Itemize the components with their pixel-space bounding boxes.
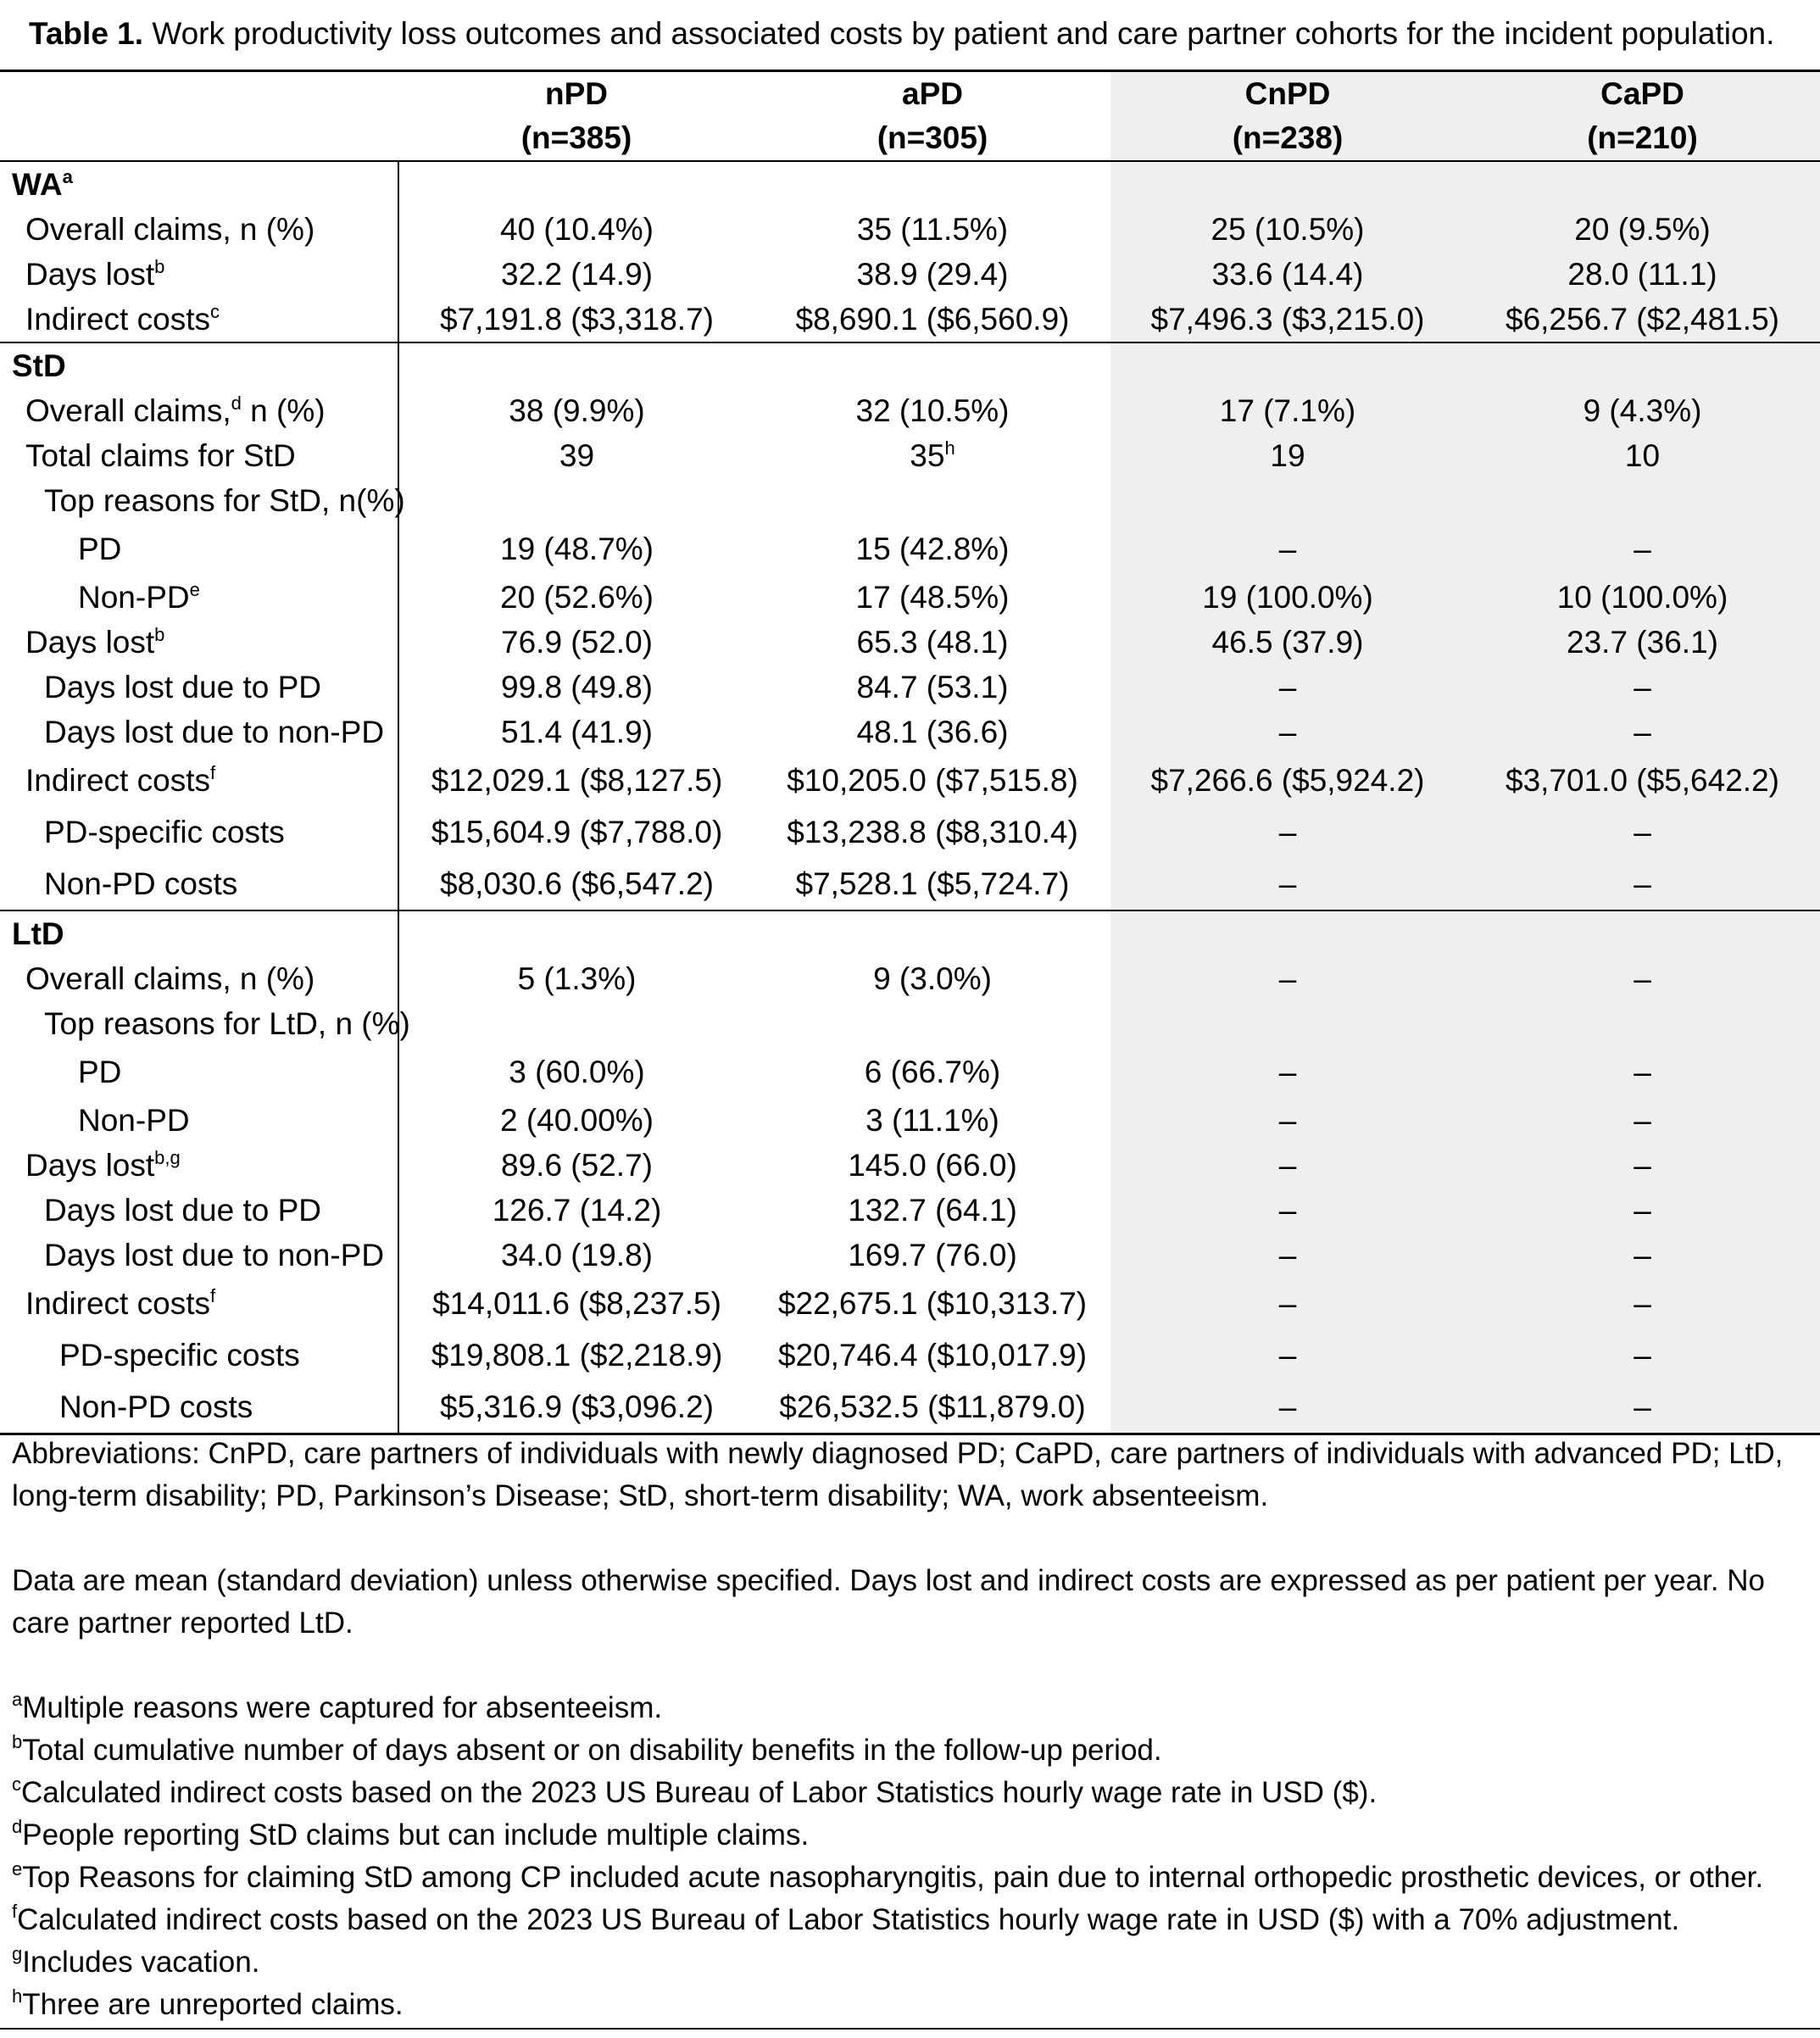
cell: $10,205.0 ($7,515.8) xyxy=(787,762,1078,798)
row-label: Indirect costs$^f$ xyxy=(0,1278,398,1329)
cell: $22,675.1 ($10,313.7) xyxy=(777,1285,1088,1321)
cell: – xyxy=(1110,1278,1465,1329)
cell: – xyxy=(1110,806,1465,858)
row-label: Non-PD xyxy=(0,1098,398,1143)
cell: $7,266.6 ($5,924.2) xyxy=(1110,755,1465,806)
row-label: PD-specific costs xyxy=(0,806,398,858)
cell: – xyxy=(1110,858,1465,910)
row-label: Days lost$^b$ xyxy=(0,620,398,665)
header-stub xyxy=(0,71,398,162)
table-row xyxy=(0,858,1820,910)
caption-label: Table 1. xyxy=(29,16,144,51)
data-note: Data are mean (standard deviation) unless otherwise specified. Days lost and indirect costs are expressed as per patient per year. No care partner reported LtD. xyxy=(12,1564,1766,1640)
table-row xyxy=(0,523,1820,575)
table-row xyxy=(0,956,1820,1001)
row-label: PD xyxy=(0,1046,398,1098)
cell xyxy=(1110,478,1465,523)
cell xyxy=(398,1001,754,1046)
cell: 34.0 (19.8) xyxy=(501,1237,653,1272)
cell: 17 (7.1%) xyxy=(1110,388,1465,433)
cell: 3 (11.1%) xyxy=(865,1102,999,1138)
abbreviations-note: Abbreviations: CnPD, care partners of individuals with newly diagnosed PD; CaPD, care partners of individuals with advanced PD; LtD, long-term disability; PD, Parkinson’s Disease; StD, short-term disability; WA, work absenteeism. xyxy=(12,1437,1784,1512)
table-caption xyxy=(29,12,1801,56)
header-row xyxy=(0,71,1820,162)
cell: – xyxy=(1465,1233,1820,1278)
cell: – xyxy=(1110,710,1465,755)
cell: 17 (48.5%) xyxy=(855,579,1010,615)
table-row xyxy=(0,1143,1820,1188)
cell: 35 (11.5%) xyxy=(856,211,1009,247)
footnote: $^a$Multiple reasons were captured for absenteeism. xyxy=(12,1689,663,1724)
row-label: Non-PD costs xyxy=(0,858,398,910)
cell: $26,532.5 ($11,879.0) xyxy=(754,1381,1110,1434)
table-row xyxy=(0,1233,1820,1278)
cell: $20,746.4 ($10,017.9) xyxy=(777,1337,1088,1373)
cell: 15 (42.8%) xyxy=(855,531,1010,566)
row-label: Non-PD costs xyxy=(0,1381,398,1434)
row-label: Overall claims,$^d$ n (%) xyxy=(0,388,398,433)
cell: – xyxy=(1465,1329,1820,1381)
footnote: $^h$Three are unreported claims. xyxy=(12,1985,404,2021)
cell: 20 (9.5%) xyxy=(1465,207,1820,252)
cell: $15,604.9 ($7,788.0) xyxy=(431,814,723,849)
cell: – xyxy=(1110,1046,1465,1098)
cell: – xyxy=(1110,1329,1465,1381)
cell: – xyxy=(1465,1046,1820,1098)
cell: 19 (100.0%) xyxy=(1110,575,1465,620)
row-label: PD-specific costs xyxy=(0,1329,398,1381)
cell: 38 (9.9%) xyxy=(509,393,645,428)
cell: 19 (48.7%) xyxy=(500,531,654,566)
section-row-ltd xyxy=(0,910,1820,956)
col-header-apd: aPD (n=305) xyxy=(754,71,1110,162)
cell: $7,496.3 ($3,215.0) xyxy=(1110,297,1465,342)
section-row-wa xyxy=(0,161,1820,207)
cell: – xyxy=(1465,956,1820,1001)
cell: – xyxy=(1465,858,1820,910)
cell: – xyxy=(1465,1143,1820,1188)
cell: 6 (66.7%) xyxy=(864,1054,1001,1089)
cell xyxy=(398,478,754,523)
cell: – xyxy=(1465,806,1820,858)
cell: 51.4 (41.9) xyxy=(501,714,653,749)
cell: – xyxy=(1465,1278,1820,1329)
cell: – xyxy=(1110,1143,1465,1188)
cell: 9 (4.3%) xyxy=(1465,388,1820,433)
cell: 38.9 (29.4) xyxy=(856,256,1009,292)
cell xyxy=(1465,1001,1820,1046)
row-label: Indirect costs$^f$ xyxy=(0,755,398,806)
cell: 132.7 (64.1) xyxy=(848,1192,1017,1228)
cell: 145.0 (66.0) xyxy=(848,1147,1017,1183)
cell: – xyxy=(1465,1098,1820,1143)
cell: 99.8 (49.8) xyxy=(501,669,653,704)
cell: $8,030.6 ($6,547.2) xyxy=(440,866,714,901)
table-row xyxy=(0,478,1820,523)
cell: 25 (10.5%) xyxy=(1110,207,1465,252)
table-row xyxy=(0,755,1820,806)
cell: – xyxy=(1110,523,1465,575)
row-label: Overall claims, n (%) xyxy=(0,207,398,252)
cell: $6,256.7 ($2,481.5) xyxy=(1465,297,1820,342)
bottom-rule xyxy=(0,2028,1820,2030)
cell: $5,316.9 ($3,096.2) xyxy=(398,1381,754,1434)
row-label: Days lost due to non-PD xyxy=(0,1233,398,1278)
footnote: $^b$Total cumulative number of days absent or on disability benefits in the follow-up period. xyxy=(12,1731,1162,1767)
table-row xyxy=(0,665,1820,710)
cell: – xyxy=(1110,1098,1465,1143)
row-label: Non-$PD^e$ xyxy=(0,575,398,620)
cell: 39 xyxy=(559,437,595,473)
col-header-cnpd: CnPD (n=238) xyxy=(1110,71,1465,162)
cell: 76.9 (52.0) xyxy=(501,624,653,660)
cell: – xyxy=(1465,523,1820,575)
cell: 169.7 (76.0) xyxy=(848,1237,1017,1272)
row-label: Top reasons for LtD, n (%) xyxy=(0,1001,398,1046)
cell: 3 (60.0%) xyxy=(509,1054,645,1089)
section-title: $WA^a$ xyxy=(0,161,398,207)
table-row xyxy=(0,433,1820,478)
cell: 84.7 (53.1) xyxy=(856,669,1009,704)
cell: – xyxy=(1110,1381,1465,1434)
col-header-capd: CaPD (n=210) xyxy=(1465,71,1820,162)
table-row xyxy=(0,806,1820,858)
cell: 28.0 (11.1) xyxy=(1465,252,1820,297)
table-row xyxy=(0,1046,1820,1098)
cell: 23.7 (36.1) xyxy=(1465,620,1820,665)
cell: – xyxy=(1110,665,1465,710)
cell: $13,238.8 ($8,310.4) xyxy=(787,814,1078,849)
table-row xyxy=(0,620,1820,665)
table-row xyxy=(0,1188,1820,1233)
cell xyxy=(754,1001,1110,1046)
cell: 126.7 (14.2) xyxy=(492,1192,662,1228)
cell: – xyxy=(1465,665,1820,710)
row-label: Total claims for StD xyxy=(0,433,398,478)
footnote: $^f$Calculated indirect costs based on the 2023 US Bureau of Labor Statistics hourly wage rate in USD ($) with a 70% adjustment. xyxy=(12,1901,1680,1936)
table-row xyxy=(0,1098,1820,1143)
results-table xyxy=(0,70,1820,1435)
cell: 48.1 (36.6) xyxy=(856,714,1009,749)
caption-text: Work productivity loss outcomes and associated costs by patient and care partner cohorts for the incident population. xyxy=(152,16,1775,51)
table-row xyxy=(0,1329,1820,1381)
cell: 20 (52.6%) xyxy=(500,579,654,615)
table-row xyxy=(0,575,1820,620)
footnote: $^e$Top Reasons for claiming StD among CP included acute nasopharyngitis, pain due to internal orthopedic prosthetic devices, or other. xyxy=(12,1858,1764,1894)
table-row xyxy=(0,1278,1820,1329)
section-title: StD xyxy=(0,342,398,388)
cell: 10 (100.0%) xyxy=(1465,575,1820,620)
footnote: $^g$Includes vacation. xyxy=(12,1943,260,1979)
cell: $14,011.6 ($8,237.5) xyxy=(432,1285,721,1321)
cell: 10 xyxy=(1465,433,1820,478)
section-title: LtD xyxy=(0,910,398,956)
table-row xyxy=(0,1001,1820,1046)
row-label: Days lost due to PD xyxy=(0,1188,398,1233)
col-header-npd: nPD (n=385) xyxy=(398,71,754,162)
section-row-std xyxy=(0,342,1820,388)
table-row xyxy=(0,252,1820,297)
table-row xyxy=(0,1381,1820,1434)
cell xyxy=(754,478,1110,523)
footnote: $^d$People reporting StD claims but can include multiple claims. xyxy=(12,1816,810,1851)
cell: – xyxy=(1465,1188,1820,1233)
cell: 9 (3.0%) xyxy=(873,961,992,996)
table-notes xyxy=(12,1433,1809,2026)
row-label: Indirect costs$^c$ xyxy=(0,297,398,342)
row-label: Days lost due to PD xyxy=(0,665,398,710)
cell: 32.2 (14.9) xyxy=(501,256,653,292)
cell: 19 xyxy=(1110,433,1465,478)
cell: $8,690.1 ($6,560.9) xyxy=(795,301,1070,337)
cell: 32 (10.5%) xyxy=(855,393,1010,428)
cell: $7,528.1 ($5,724.7) xyxy=(795,866,1070,901)
table-row xyxy=(0,207,1820,252)
cell: $12,029.1 ($8,127.5) xyxy=(431,762,723,798)
footnote: $^c$Calculated indirect costs based on the 2023 US Bureau of Labor Statistics hourly wage rate in USD ($). xyxy=(12,1774,1378,1809)
row-label: PD xyxy=(0,523,398,575)
cell: 89.6 (52.7) xyxy=(501,1147,653,1183)
cell: 5 (1.3%) xyxy=(517,961,637,996)
cell: – xyxy=(1465,1381,1820,1434)
cell: – xyxy=(1465,710,1820,755)
cell: 33.6 (14.4) xyxy=(1110,252,1465,297)
cell: – xyxy=(1110,956,1465,1001)
cell: – xyxy=(1110,1188,1465,1233)
cell: – xyxy=(1110,1233,1465,1278)
row-label: Days lost$^{b,g}$ xyxy=(0,1143,398,1188)
cell: 65.3 (48.1) xyxy=(856,624,1009,660)
cell: $7,191.8 ($3,318.7) xyxy=(440,301,714,337)
row-label: Days lost$^b$ xyxy=(0,252,398,297)
row-label: Overall claims, n (%) xyxy=(0,956,398,1001)
cell: 40 (10.4%) xyxy=(500,211,654,247)
table-row xyxy=(0,388,1820,433)
row-label: Days lost due to non-PD xyxy=(0,710,398,755)
table-row xyxy=(0,297,1820,342)
cell: $3,701.0 ($5,642.2) xyxy=(1465,755,1820,806)
cell: 35$^h$ xyxy=(910,437,955,473)
table-row xyxy=(0,710,1820,755)
cell xyxy=(1465,478,1820,523)
cell: 2 (40.00%) xyxy=(500,1102,654,1138)
cell: $19,808.1 ($2,218.9) xyxy=(431,1337,723,1373)
cell: 46.5 (37.9) xyxy=(1110,620,1465,665)
cell xyxy=(1110,1001,1465,1046)
row-label: Top reasons for StD, n(%) xyxy=(0,478,398,523)
